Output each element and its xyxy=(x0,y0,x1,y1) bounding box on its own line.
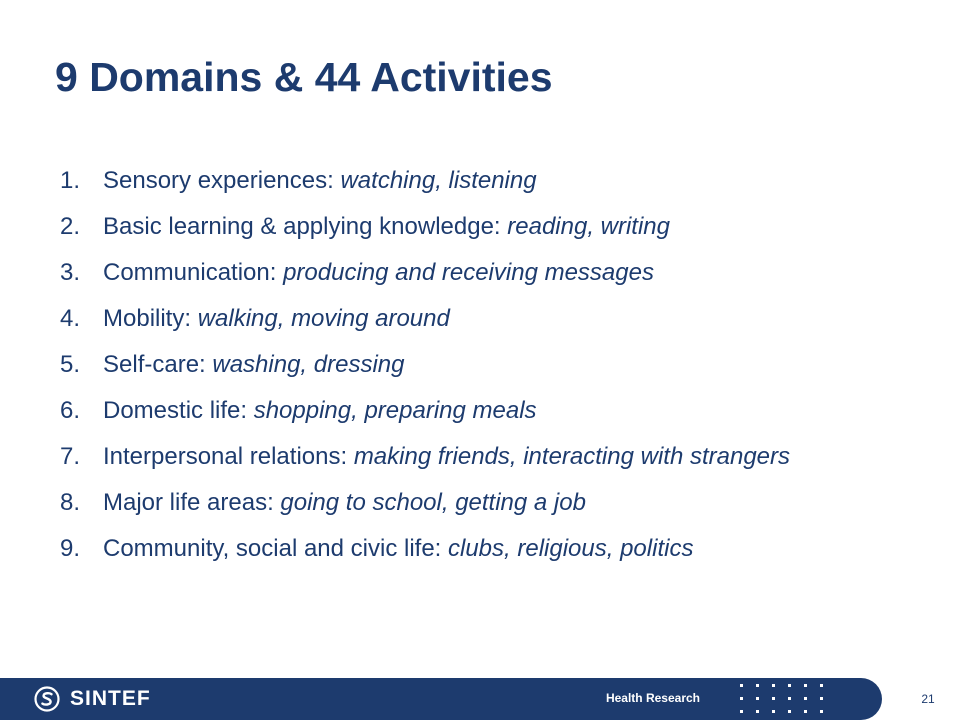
domain-examples: shopping, preparing meals xyxy=(253,397,537,424)
slide-title: 9 Domains & 44 Activities xyxy=(55,54,553,100)
sintef-logo xyxy=(34,686,151,712)
domain-name: Mobility: xyxy=(103,305,198,332)
domain-name: Sensory experiences: xyxy=(103,167,341,194)
domain-list xyxy=(60,166,910,580)
domain-name: Community, social and civic life: xyxy=(103,535,448,562)
domain-item xyxy=(60,304,910,333)
domain-examples: making friends, interacting with strangers xyxy=(353,443,791,470)
domain-number: 4. xyxy=(60,305,81,332)
domain-number: 3. xyxy=(60,259,81,286)
domain-item xyxy=(60,442,910,471)
domain-name: Interpersonal relations: xyxy=(103,443,354,470)
domain-examples: going to school, getting a job xyxy=(280,489,586,516)
domain-number: 9. xyxy=(60,535,81,562)
sintef-logo-icon xyxy=(34,686,60,712)
domain-item xyxy=(60,396,910,425)
domain-name: Major life areas: xyxy=(103,489,281,516)
domain-item xyxy=(60,534,910,563)
domain-item xyxy=(60,212,910,241)
domain-examples: washing, dressing xyxy=(212,351,405,378)
page-number: 21 xyxy=(921,692,935,706)
domain-item xyxy=(60,258,910,287)
domain-number: 2. xyxy=(60,213,81,240)
domain-number: 5. xyxy=(60,351,81,378)
domain-examples: watching, listening xyxy=(340,167,537,194)
domain-number: 1. xyxy=(60,167,81,194)
domain-item xyxy=(60,350,910,379)
domain-examples: producing and receiving messages xyxy=(283,259,654,286)
domain-examples: clubs, religious, politics xyxy=(448,535,694,562)
domain-item xyxy=(60,488,910,517)
department-label: Health Research xyxy=(605,691,700,705)
domain-name: Self-care: xyxy=(103,351,213,378)
domain-examples: reading, writing xyxy=(507,213,670,240)
domain-name: Basic learning & applying knowledge: xyxy=(103,213,508,240)
logo-wordmark: SINTEF xyxy=(70,687,151,710)
domain-name: Communication: xyxy=(103,259,284,286)
slide-footer xyxy=(0,678,960,720)
dot-pattern-decoration xyxy=(740,682,828,716)
domain-number: 6. xyxy=(60,397,81,424)
domain-number: 8. xyxy=(60,489,81,516)
domain-name: Domestic life: xyxy=(103,397,254,424)
domain-item xyxy=(60,166,910,195)
domain-examples: walking, moving around xyxy=(197,305,450,332)
domain-number: 7. xyxy=(60,443,81,470)
